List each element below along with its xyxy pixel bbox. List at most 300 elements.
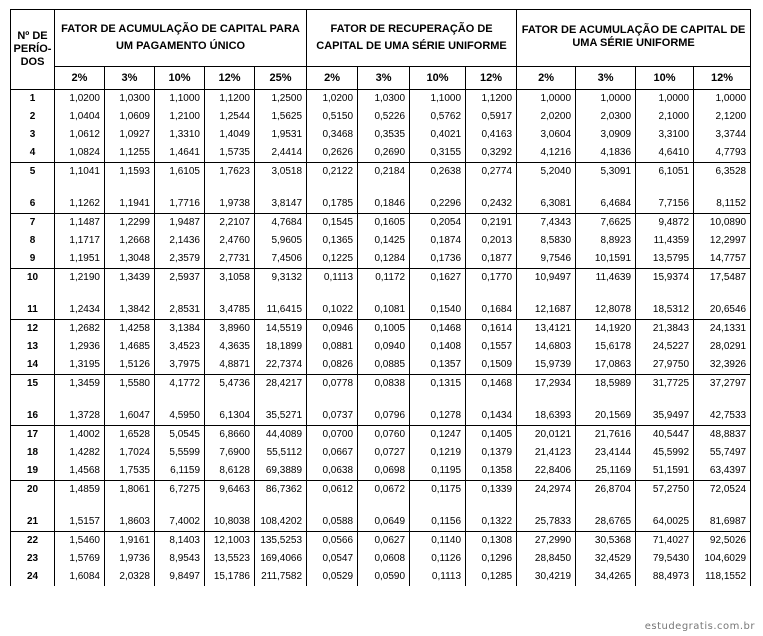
group3-rate-header: 3% [576, 67, 636, 90]
factor-cell: 1,1200 [205, 90, 255, 109]
factor-cell: 3,8960 [205, 320, 255, 339]
factor-cell: 0,1877 [466, 250, 517, 269]
factor-cell: 211,7582 [255, 568, 307, 586]
factor-cell: 9,6463 [205, 481, 255, 500]
factor-cell: 81,6987 [694, 513, 751, 532]
factor-cell: 7,4343 [517, 214, 576, 233]
factor-cell: 1,0300 [358, 90, 410, 109]
periods-header [11, 10, 55, 90]
factor-cell: 1,0300 [105, 90, 155, 109]
factor-cell: 5,9605 [255, 232, 307, 250]
factor-cell: 10,1591 [576, 250, 636, 269]
factor-cell: 2,4760 [205, 232, 255, 250]
factor-cell: 31,7725 [636, 375, 694, 394]
factor-cell: 15,1786 [205, 568, 255, 586]
factor-cell: 14,6803 [517, 338, 576, 356]
table-row [11, 301, 751, 320]
factor-cell: 1,7623 [205, 163, 255, 182]
factor-cell: 0,1113 [410, 568, 466, 586]
factor-cell: 2,4414 [255, 144, 307, 163]
period-cell: 22 [11, 532, 55, 551]
table-row [11, 320, 751, 339]
table-row [11, 195, 751, 214]
factor-cell: 18,1899 [255, 338, 307, 356]
factor-cell: 1,9531 [255, 126, 307, 144]
factor-cell: 1,0000 [576, 90, 636, 109]
factor-cell: 64,0025 [636, 513, 694, 532]
factor-cell: 17,0863 [576, 356, 636, 375]
group3-rate-header: 12% [694, 67, 751, 90]
factor-cell: 20,0121 [517, 426, 576, 445]
factor-cell: 1,1717 [55, 232, 105, 250]
factor-cell: 0,0672 [358, 481, 410, 500]
period-cell: 18 [11, 444, 55, 462]
factor-cell: 51,1591 [636, 462, 694, 481]
factor-cell: 15,9739 [517, 356, 576, 375]
table-row [11, 163, 751, 182]
table-row [11, 250, 751, 269]
factor-cell: 3,0518 [255, 163, 307, 182]
table-row [11, 214, 751, 233]
factor-cell: 25,7833 [517, 513, 576, 532]
factor-cell: 2,2107 [205, 214, 255, 233]
factor-cell: 0,1557 [466, 338, 517, 356]
factor-cell: 18,5312 [636, 301, 694, 320]
factor-cell: 0,1614 [466, 320, 517, 339]
factor-cell: 3,3100 [636, 126, 694, 144]
factor-cell: 11,4639 [576, 269, 636, 288]
factor-cell: 1,1951 [55, 250, 105, 269]
factor-cell: 1,4685 [105, 338, 155, 356]
factor-cell: 1,4002 [55, 426, 105, 445]
factor-cell: 88,4973 [636, 568, 694, 586]
factor-cell: 0,5150 [307, 108, 358, 126]
factor-cell: 40,5447 [636, 426, 694, 445]
factor-cell: 92,5026 [694, 532, 751, 551]
factor-cell: 0,1846 [358, 195, 410, 214]
factor-cell: 1,4859 [55, 481, 105, 500]
factor-cell: 1,0612 [55, 126, 105, 144]
factor-cell: 1,5769 [55, 550, 105, 568]
factor-cell: 1,0000 [636, 90, 694, 109]
table-row [11, 513, 751, 532]
factor-cell: 108,4202 [255, 513, 307, 532]
factor-cell: 1,5580 [105, 375, 155, 394]
factor-cell: 0,4163 [466, 126, 517, 144]
periods-header-line-1: Nº DE [17, 30, 48, 42]
factor-cell: 0,1322 [466, 513, 517, 532]
factor-cell: 2,1000 [636, 108, 694, 126]
factor-cell: 1,1041 [55, 163, 105, 182]
period-cell: 6 [11, 195, 55, 214]
period-cell: 14 [11, 356, 55, 375]
factor-cell: 4,6410 [636, 144, 694, 163]
factor-cell: 1,0200 [307, 90, 358, 109]
factor-cell: 4,1836 [576, 144, 636, 163]
factor-cell: 23,4144 [576, 444, 636, 462]
factor-cell: 1,2434 [55, 301, 105, 320]
factor-cell: 1,2500 [255, 90, 307, 109]
factor-cell: 0,1308 [466, 532, 517, 551]
group1-rate-header: 25% [255, 67, 307, 90]
group1-rate-header: 2% [55, 67, 105, 90]
factor-cell: 1,5460 [55, 532, 105, 551]
factor-cell: 1,2682 [55, 320, 105, 339]
factor-cell: 63,4397 [694, 462, 751, 481]
factor-cell: 7,6900 [205, 444, 255, 462]
group1-header: FATOR DE ACUMULAÇÃO DE CAPITAL PARA UM PAGAMENTO ÚNICO [55, 10, 307, 67]
factor-cell: 0,2013 [466, 232, 517, 250]
factor-cell: 12,8078 [576, 301, 636, 320]
factor-cell: 0,0940 [358, 338, 410, 356]
factor-cell: 0,3468 [307, 126, 358, 144]
factor-cell: 1,1000 [155, 90, 205, 109]
factor-cell: 0,0529 [307, 568, 358, 586]
factor-cell: 0,1509 [466, 356, 517, 375]
factor-cell: 8,6128 [205, 462, 255, 481]
factor-cell: 5,5599 [155, 444, 205, 462]
factor-cell: 1,6047 [105, 407, 155, 426]
factor-cell: 1,4258 [105, 320, 155, 339]
factor-cell: 21,4123 [517, 444, 576, 462]
table-row [11, 375, 751, 394]
factor-cell: 0,5917 [466, 108, 517, 126]
factor-cell: 4,7684 [255, 214, 307, 233]
factor-cell: 71,4027 [636, 532, 694, 551]
factor-cell: 8,8923 [576, 232, 636, 250]
factor-cell: 0,0700 [307, 426, 358, 445]
factor-cell: 69,3889 [255, 462, 307, 481]
factor-cell: 55,7497 [694, 444, 751, 462]
factor-cell: 1,1941 [105, 195, 155, 214]
factor-cell: 0,2638 [410, 163, 466, 182]
table-row [11, 462, 751, 481]
factor-cell: 0,1785 [307, 195, 358, 214]
period-cell: 12 [11, 320, 55, 339]
factor-cell: 18,6393 [517, 407, 576, 426]
factor-cell: 14,5519 [255, 320, 307, 339]
factor-cell: 5,0545 [155, 426, 205, 445]
factor-cell: 14,7757 [694, 250, 751, 269]
factor-cell: 13,5523 [205, 550, 255, 568]
factor-cell: 0,2626 [307, 144, 358, 163]
factor-cell: 0,1736 [410, 250, 466, 269]
factor-cell: 1,1487 [55, 214, 105, 233]
factor-cell: 30,5368 [576, 532, 636, 551]
factor-cell: 10,0890 [694, 214, 751, 233]
factor-cell: 24,1331 [694, 320, 751, 339]
factor-cell: 9,4872 [636, 214, 694, 233]
factor-cell: 86,7362 [255, 481, 307, 500]
factor-cell: 0,2184 [358, 163, 410, 182]
factor-cell: 20,1569 [576, 407, 636, 426]
factor-cell: 104,6029 [694, 550, 751, 568]
factor-cell: 1,2668 [105, 232, 155, 250]
factor-cell: 1,2190 [55, 269, 105, 288]
factor-cell: 21,7616 [576, 426, 636, 445]
factor-cell: 118,1552 [694, 568, 751, 586]
factor-cell: 1,7535 [105, 462, 155, 481]
factor-cell: 1,3459 [55, 375, 105, 394]
factor-cell: 6,1304 [205, 407, 255, 426]
factor-cell: 1,1262 [55, 195, 105, 214]
spacer-row [11, 181, 751, 195]
factor-cell: 14,1920 [576, 320, 636, 339]
factor-cell: 0,2432 [466, 195, 517, 214]
period-cell: 13 [11, 338, 55, 356]
factor-cell: 45,5992 [636, 444, 694, 462]
factor-cell: 4,1216 [517, 144, 576, 163]
group2-rate-header: 10% [410, 67, 466, 90]
factor-cell: 35,9497 [636, 407, 694, 426]
factor-cell: 1,3439 [105, 269, 155, 288]
periods-header-line-3: DOS [20, 56, 45, 68]
factor-cell: 1,9487 [155, 214, 205, 233]
factor-cell: 28,0291 [694, 338, 751, 356]
factor-cell: 0,1284 [358, 250, 410, 269]
factor-cell: 4,5950 [155, 407, 205, 426]
factor-cell: 15,6178 [576, 338, 636, 356]
factor-cell: 1,1200 [466, 90, 517, 109]
table-row [11, 481, 751, 500]
table-row [11, 108, 751, 126]
factor-cell: 1,4641 [155, 144, 205, 163]
factor-cell: 1,7716 [155, 195, 205, 214]
factor-cell: 0,1247 [410, 426, 466, 445]
factor-cell: 0,0638 [307, 462, 358, 481]
factor-cell: 5,2040 [517, 163, 576, 182]
period-cell: 16 [11, 407, 55, 426]
group2-rate-header: 12% [466, 67, 517, 90]
table-row [11, 426, 751, 445]
factor-cell: 15,9374 [636, 269, 694, 288]
factor-cell: 1,7024 [105, 444, 155, 462]
factor-cell: 28,6765 [576, 513, 636, 532]
factor-cell: 3,7975 [155, 356, 205, 375]
factor-cell: 1,6084 [55, 568, 105, 586]
factor-cell: 7,6625 [576, 214, 636, 233]
factor-cell: 0,1225 [307, 250, 358, 269]
factor-cell: 1,3728 [55, 407, 105, 426]
factor-cell: 17,2934 [517, 375, 576, 394]
period-cell: 17 [11, 426, 55, 445]
factor-cell: 17,5487 [694, 269, 751, 288]
factor-cell: 6,8660 [205, 426, 255, 445]
factor-cell: 32,3926 [694, 356, 751, 375]
factor-cell: 0,1684 [466, 301, 517, 320]
factor-cell: 0,1339 [466, 481, 517, 500]
factor-cell: 0,2296 [410, 195, 466, 214]
period-cell: 20 [11, 481, 55, 500]
factor-cell: 1,4568 [55, 462, 105, 481]
factor-cell: 27,9750 [636, 356, 694, 375]
factor-cell: 3,0604 [517, 126, 576, 144]
factor-cell: 1,6528 [105, 426, 155, 445]
factor-cell: 1,5735 [205, 144, 255, 163]
factor-cell: 0,0760 [358, 426, 410, 445]
site-watermark: estudegratis.com.br [644, 621, 755, 632]
period-cell: 4 [11, 144, 55, 163]
factor-cell: 1,9161 [105, 532, 155, 551]
factor-cell: 0,2054 [410, 214, 466, 233]
factor-cell: 0,1278 [410, 407, 466, 426]
factor-cell: 21,3843 [636, 320, 694, 339]
factor-cell: 169,4066 [255, 550, 307, 568]
factor-cell: 1,6105 [155, 163, 205, 182]
period-cell: 11 [11, 301, 55, 320]
period-cell: 5 [11, 163, 55, 182]
factor-cell: 28,4217 [255, 375, 307, 394]
factor-cell: 0,0796 [358, 407, 410, 426]
group2-rate-header: 2% [307, 67, 358, 90]
factor-cell: 0,1172 [358, 269, 410, 288]
factor-cell: 0,0588 [307, 513, 358, 532]
factor-cell: 0,3535 [358, 126, 410, 144]
spacer-row [11, 393, 751, 407]
factor-cell: 1,0000 [517, 90, 576, 109]
factor-cell: 3,8147 [255, 195, 307, 214]
factor-cell: 2,1200 [694, 108, 751, 126]
factor-cell: 0,0881 [307, 338, 358, 356]
factor-cell: 22,8406 [517, 462, 576, 481]
factor-cell: 0,1605 [358, 214, 410, 233]
factor-cell: 0,1468 [466, 375, 517, 394]
factor-cell: 6,1159 [155, 462, 205, 481]
table-row [11, 338, 751, 356]
group3-rate-header: 10% [636, 67, 694, 90]
group1-rate-header: 3% [105, 67, 155, 90]
factor-cell: 0,2191 [466, 214, 517, 233]
factor-cell: 6,1051 [636, 163, 694, 182]
factor-cell: 20,6546 [694, 301, 751, 320]
factor-cell: 0,1468 [410, 320, 466, 339]
factor-cell: 0,1434 [466, 407, 517, 426]
factor-cell: 1,3048 [105, 250, 155, 269]
factor-cell: 0,0698 [358, 462, 410, 481]
factor-cell: 8,1152 [694, 195, 751, 214]
factor-cell: 7,4002 [155, 513, 205, 532]
factor-cell: 30,4219 [517, 568, 576, 586]
factor-cell: 0,1195 [410, 462, 466, 481]
factor-cell: 26,8704 [576, 481, 636, 500]
factor-cell: 24,5227 [636, 338, 694, 356]
factor-cell: 2,0328 [105, 568, 155, 586]
factor-cell: 1,5625 [255, 108, 307, 126]
factor-cell: 1,0200 [55, 90, 105, 109]
factor-cell: 1,0824 [55, 144, 105, 163]
factor-cell: 79,5430 [636, 550, 694, 568]
factor-cell: 5,3091 [576, 163, 636, 182]
factor-cell: 0,1627 [410, 269, 466, 288]
factor-cell: 12,1687 [517, 301, 576, 320]
factor-cell: 0,1874 [410, 232, 466, 250]
period-cell: 24 [11, 568, 55, 586]
factor-cell: 0,1405 [466, 426, 517, 445]
group2-header: FATOR DE RECUPERAÇÃO DE CAPITAL DE UMA SÉRIE UNIFORME [307, 10, 517, 67]
period-cell: 23 [11, 550, 55, 568]
factor-cell: 1,3195 [55, 356, 105, 375]
factor-cell: 57,2750 [636, 481, 694, 500]
factor-cell: 6,3081 [517, 195, 576, 214]
factor-cell: 0,0838 [358, 375, 410, 394]
factor-cell: 0,1408 [410, 338, 466, 356]
factor-cell: 32,4529 [576, 550, 636, 568]
periods-header-line-2: PERÍO- [13, 43, 52, 55]
factor-cell: 4,7793 [694, 144, 751, 163]
factor-cell: 6,3528 [694, 163, 751, 182]
factor-cell: 0,1357 [410, 356, 466, 375]
factor-cell: 22,7374 [255, 356, 307, 375]
factor-cell: 42,7533 [694, 407, 751, 426]
factor-cell: 1,1255 [105, 144, 155, 163]
factor-cell: 55,5112 [255, 444, 307, 462]
factor-cell: 4,3635 [205, 338, 255, 356]
factor-cell: 1,1593 [105, 163, 155, 182]
factor-cell: 0,2690 [358, 144, 410, 163]
factor-cell: 2,5937 [155, 269, 205, 288]
factor-cell: 0,1175 [410, 481, 466, 500]
factor-cell: 0,1140 [410, 532, 466, 551]
factor-cell: 27,2990 [517, 532, 576, 551]
factor-cell: 10,8038 [205, 513, 255, 532]
factor-cell: 0,1156 [410, 513, 466, 532]
factor-cell: 1,0404 [55, 108, 105, 126]
factor-cell: 1,8603 [105, 513, 155, 532]
factor-cell: 0,0627 [358, 532, 410, 551]
factor-cell: 0,0566 [307, 532, 358, 551]
factor-cell: 7,4506 [255, 250, 307, 269]
spacer-row [11, 499, 751, 513]
factor-cell: 0,3155 [410, 144, 466, 163]
factor-cell: 0,1545 [307, 214, 358, 233]
group1-rate-header: 12% [205, 67, 255, 90]
factor-cell: 8,5830 [517, 232, 576, 250]
table-row [11, 269, 751, 288]
factor-cell: 9,8497 [155, 568, 205, 586]
factor-cell: 135,5253 [255, 532, 307, 551]
factor-cell: 37,2797 [694, 375, 751, 394]
factor-cell: 1,9736 [105, 550, 155, 568]
table-row [11, 407, 751, 426]
factor-cell: 1,0000 [694, 90, 751, 109]
table-row [11, 532, 751, 551]
factor-cell: 0,0885 [358, 356, 410, 375]
factor-cell: 3,1384 [155, 320, 205, 339]
factor-cell: 28,8450 [517, 550, 576, 568]
table-row [11, 126, 751, 144]
factor-cell: 0,0608 [358, 550, 410, 568]
factor-cell: 0,1770 [466, 269, 517, 288]
factor-cell: 0,0547 [307, 550, 358, 568]
factor-cell: 8,9543 [155, 550, 205, 568]
factor-cell: 0,1005 [358, 320, 410, 339]
factor-table [10, 9, 751, 586]
factor-cell: 10,9497 [517, 269, 576, 288]
factor-cell: 1,2100 [155, 108, 205, 126]
factor-cell: 1,2299 [105, 214, 155, 233]
factor-cell: 4,8871 [205, 356, 255, 375]
factor-cell: 25,1169 [576, 462, 636, 481]
factor-cell: 2,0200 [517, 108, 576, 126]
rate-header-row [11, 67, 751, 90]
factor-cell: 8,1403 [155, 532, 205, 551]
factor-cell: 0,0946 [307, 320, 358, 339]
factor-cell: 0,0649 [358, 513, 410, 532]
factor-cell: 72,0524 [694, 481, 751, 500]
factor-cell: 4,1772 [155, 375, 205, 394]
period-cell: 15 [11, 375, 55, 394]
factor-cell: 0,1365 [307, 232, 358, 250]
